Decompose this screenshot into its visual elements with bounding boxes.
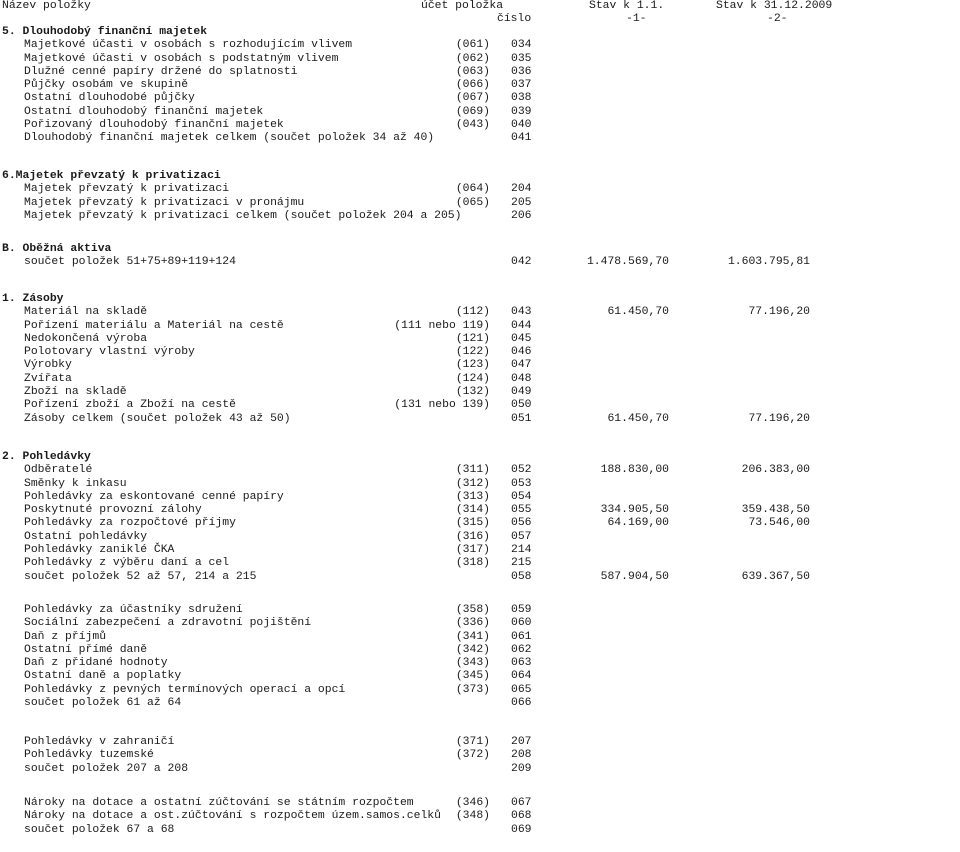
row-account: (067)	[455, 92, 490, 105]
row-label: Majetek převzatý k privatizaci v pronájmu	[24, 196, 305, 209]
row-account: (132)	[455, 386, 490, 399]
row-label: Pohledávky za rozpočtové příjmy	[24, 517, 236, 530]
row-state2: 73.546,00	[748, 517, 810, 530]
row-account: (065)	[455, 196, 490, 209]
row-label: Výrobky	[24, 359, 72, 372]
row-label: Odběratelé	[24, 464, 93, 477]
row-label: Zásoby celkem (součet položek 43 až 50)	[24, 412, 291, 425]
header-state2-num: -2-	[767, 13, 788, 25]
row-label: Pohledávky tuzemské	[24, 749, 154, 762]
row-label: Majetkové účasti v osobách s podstatným vlivem	[24, 52, 339, 65]
row-account: (311)	[455, 464, 490, 477]
row-account: (318)	[455, 557, 490, 570]
row-number: 050	[511, 399, 532, 412]
table-subheader	[0, 13, 960, 26]
row-number: 068	[511, 810, 532, 823]
row-state1: 61.450,70	[607, 306, 669, 319]
table-row	[0, 106, 960, 119]
row-label: Nároky na dotace a ostatní zúčtování se státním rozpočtem	[24, 797, 414, 809]
row-number: 047	[511, 359, 532, 372]
row-label: Poskytnuté provozní zálohy	[24, 504, 202, 517]
table-row	[0, 557, 960, 570]
row-label: Zvířata	[24, 372, 72, 385]
row-label: součet položek 51+75+89+119+124	[24, 256, 236, 269]
row-account: (348)	[455, 810, 490, 823]
row-number: 055	[511, 504, 532, 517]
row-number: 061	[511, 630, 532, 643]
row-account: (315)	[455, 517, 490, 530]
row-number: 057	[511, 530, 532, 543]
table-row	[0, 491, 960, 504]
table-row	[0, 684, 960, 697]
table-row	[0, 119, 960, 132]
row-state1: 587.904,50	[600, 570, 669, 583]
table-row	[0, 657, 960, 670]
row-number: 039	[511, 105, 532, 118]
row-state1: 61.450,70	[607, 412, 669, 425]
row-label: Pohledávky za eskontované cenné papíry	[24, 490, 284, 503]
table-row	[0, 346, 960, 359]
header-account: účet položka	[421, 0, 504, 12]
row-number: 035	[511, 52, 532, 65]
row-account: (358)	[455, 604, 490, 616]
row-account: (345)	[455, 670, 490, 683]
row-state1: 334.905,50	[600, 504, 669, 517]
section-title: B. Oběžná aktiva	[2, 243, 112, 255]
row-account: (316)	[455, 530, 490, 543]
table-row	[0, 373, 960, 386]
row-number: 043	[511, 306, 532, 319]
row-number: 214	[511, 544, 532, 557]
row-number: 045	[511, 332, 532, 345]
row-account: (069)	[455, 105, 490, 118]
row-account: (336)	[455, 617, 490, 630]
header-state1: Stav k 1.1.	[589, 0, 665, 12]
row-account: (064)	[455, 183, 490, 196]
row-number: 067	[511, 797, 532, 809]
row-number: 065	[511, 683, 532, 696]
row-number: 062	[511, 643, 532, 656]
section-title: 5. Dlouhodobý finanční majetek	[2, 26, 208, 38]
row-account: (111 nebo 119)	[394, 319, 490, 332]
header-state1-num: -1-	[626, 13, 647, 25]
section	[0, 736, 960, 776]
section-title: 2. Pohledávky	[2, 451, 91, 463]
table-row	[0, 320, 960, 333]
row-label: Pohledávky z výběru daní a cel	[24, 557, 230, 570]
table-row	[0, 544, 960, 557]
header-number: číslo	[497, 13, 532, 25]
row-number: 049	[511, 386, 532, 399]
row-number: 046	[511, 346, 532, 359]
table-row	[0, 464, 960, 477]
row-account: (061)	[455, 39, 490, 52]
row-label: Zboží na skladě	[24, 386, 127, 399]
row-number: 209	[511, 762, 532, 775]
table-row	[0, 210, 960, 223]
table-row	[0, 92, 960, 105]
row-number: 038	[511, 92, 532, 105]
row-label: Ostatní pohledávky	[24, 530, 148, 543]
row-state2: 1.603.795,81	[727, 256, 810, 269]
table-row	[0, 604, 960, 617]
row-account: (312)	[455, 477, 490, 490]
row-label: Materiál na skladě	[24, 306, 148, 319]
table-row	[0, 571, 960, 584]
row-number: 053	[511, 477, 532, 490]
row-number: 056	[511, 517, 532, 530]
row-account: (317)	[455, 544, 490, 557]
row-account: (371)	[455, 736, 490, 748]
table-row	[0, 749, 960, 762]
row-account: (372)	[455, 749, 490, 762]
row-number: 069	[511, 823, 532, 836]
section	[0, 293, 960, 426]
row-account: (043)	[455, 119, 490, 132]
row-number: 206	[511, 209, 532, 222]
row-label: Nedokončená výroba	[24, 332, 148, 345]
table-row	[0, 359, 960, 372]
table-row	[0, 399, 960, 412]
table-row	[0, 256, 960, 269]
row-label: Nároky na dotace a ost.zúčtování s rozpočtem územ.samos.celků	[24, 810, 441, 823]
row-number: 041	[511, 132, 532, 145]
row-number: 208	[511, 749, 532, 762]
table-row	[0, 810, 960, 823]
header-name: Název položky	[2, 0, 91, 12]
table-row	[0, 183, 960, 196]
row-account: (341)	[455, 630, 490, 643]
row-label: Polotovary vlastní výroby	[24, 346, 195, 359]
table-row	[0, 39, 960, 52]
row-account: (346)	[455, 797, 490, 809]
row-label: Směnky k inkasu	[24, 477, 127, 490]
section-title: 6.Majetek převzatý k privatizaci	[2, 170, 221, 182]
table-row	[0, 631, 960, 644]
row-number: 034	[511, 39, 532, 52]
row-number: 037	[511, 79, 532, 92]
header-state2: Stav k 31.12.2009	[716, 0, 833, 12]
table-row	[0, 333, 960, 346]
table-row	[0, 644, 960, 657]
row-state1: 1.478.569,70	[586, 256, 669, 269]
row-label: Pohledávky zaniklé ČKA	[24, 544, 175, 557]
section	[0, 604, 960, 710]
row-number: 063	[511, 657, 532, 670]
row-label: Dlužné cenné papíry držené do splatnosti	[24, 65, 298, 78]
row-account: (112)	[455, 306, 490, 319]
section	[0, 26, 960, 146]
row-label: Pořízení materiálu a Materiál na cestě	[24, 319, 284, 332]
row-label: Ostatní dlouhodobý finanční majetek	[24, 105, 264, 118]
table-row	[0, 66, 960, 79]
row-number: 042	[511, 256, 532, 269]
row-label: Dlouhodobý finanční majetek celkem (součet položek 34 až 40)	[24, 132, 435, 145]
row-label: Pořizovaný dlouhodobý finanční majetek	[24, 119, 284, 132]
table-row	[0, 617, 960, 630]
section	[0, 451, 960, 584]
section-title: 1. Zásoby	[2, 293, 64, 305]
row-state1: 188.830,00	[600, 464, 669, 477]
row-account: (066)	[455, 79, 490, 92]
table-row	[0, 79, 960, 92]
table-row	[0, 531, 960, 544]
row-label: Majetek převzatý k privatizaci celkem (součet položek 204 a 205)	[24, 209, 462, 222]
table-row	[0, 763, 960, 776]
table-row	[0, 670, 960, 683]
row-label: součet položek 67 a 68	[24, 823, 175, 836]
row-number: 207	[511, 736, 532, 748]
row-label: Sociální zabezpečení a zdravotní pojištění	[24, 617, 312, 630]
row-state2: 639.367,50	[741, 570, 810, 583]
row-account: (123)	[455, 359, 490, 372]
table-row	[0, 386, 960, 399]
row-number: 058	[511, 570, 532, 583]
table-row	[0, 824, 960, 837]
row-state2: 359.438,50	[741, 504, 810, 517]
row-label: Majetek převzatý k privatizaci	[24, 183, 230, 196]
table-row	[0, 797, 960, 810]
row-label: Ostatní dlouhodobé půjčky	[24, 92, 195, 105]
row-number: 059	[511, 604, 532, 616]
table-header	[0, 0, 960, 13]
row-label: Majetkové účasti v osobách s rozhodujícím vlivem	[24, 39, 353, 52]
row-account: (122)	[455, 346, 490, 359]
row-number: 215	[511, 557, 532, 570]
row-label: Daň z příjmů	[24, 630, 107, 643]
row-label: Pořízení zboží a Zboží na cestě	[24, 399, 236, 412]
row-number: 054	[511, 490, 532, 503]
section	[0, 797, 960, 837]
row-label: Pohledávky v zahraničí	[24, 736, 175, 748]
row-account: (063)	[455, 65, 490, 78]
section	[0, 170, 960, 223]
table-row	[0, 736, 960, 749]
table-row	[0, 504, 960, 517]
row-label: součet položek 207 a 208	[24, 762, 189, 775]
row-label: součet položek 61 až 64	[24, 697, 182, 710]
row-label: Daň z přidané hodnoty	[24, 657, 168, 670]
row-number: 064	[511, 670, 532, 683]
row-account: (373)	[455, 683, 490, 696]
row-number: 204	[511, 183, 532, 196]
row-state2: 206.383,00	[741, 464, 810, 477]
row-number: 066	[511, 697, 532, 710]
row-account: (062)	[455, 52, 490, 65]
row-number: 060	[511, 617, 532, 630]
row-state1: 64.169,00	[607, 517, 669, 530]
section	[0, 243, 960, 270]
row-account: (314)	[455, 504, 490, 517]
row-label: součet položek 52 až 57, 214 a 215	[24, 570, 257, 583]
row-account: (343)	[455, 657, 490, 670]
table-row	[0, 197, 960, 210]
row-label: Pohledávky za účastníky sdružení	[24, 604, 243, 616]
row-number: 205	[511, 196, 532, 209]
row-label: Pohledávky z pevných termínových operací a opcí	[24, 683, 346, 696]
row-number: 044	[511, 319, 532, 332]
row-label: Půjčky osobám ve skupině	[24, 79, 189, 92]
table-row	[0, 517, 960, 530]
row-account: (121)	[455, 332, 490, 345]
table-row	[0, 306, 960, 319]
row-state2: 77.196,20	[748, 306, 810, 319]
table-row	[0, 413, 960, 426]
row-number: 048	[511, 372, 532, 385]
row-account: (313)	[455, 490, 490, 503]
row-account: (131 nebo 139)	[394, 399, 490, 412]
table-row	[0, 478, 960, 491]
row-state2: 77.196,20	[748, 412, 810, 425]
table-row	[0, 697, 960, 710]
row-label: Ostatní přímé daně	[24, 643, 148, 656]
row-number: 052	[511, 464, 532, 477]
table-row	[0, 132, 960, 145]
row-account: (124)	[455, 372, 490, 385]
row-number: 040	[511, 119, 532, 132]
table-row	[0, 53, 960, 66]
row-account: (342)	[455, 643, 490, 656]
row-label: Ostatní daně a poplatky	[24, 670, 182, 683]
row-number: 051	[511, 412, 532, 425]
row-number: 036	[511, 65, 532, 78]
